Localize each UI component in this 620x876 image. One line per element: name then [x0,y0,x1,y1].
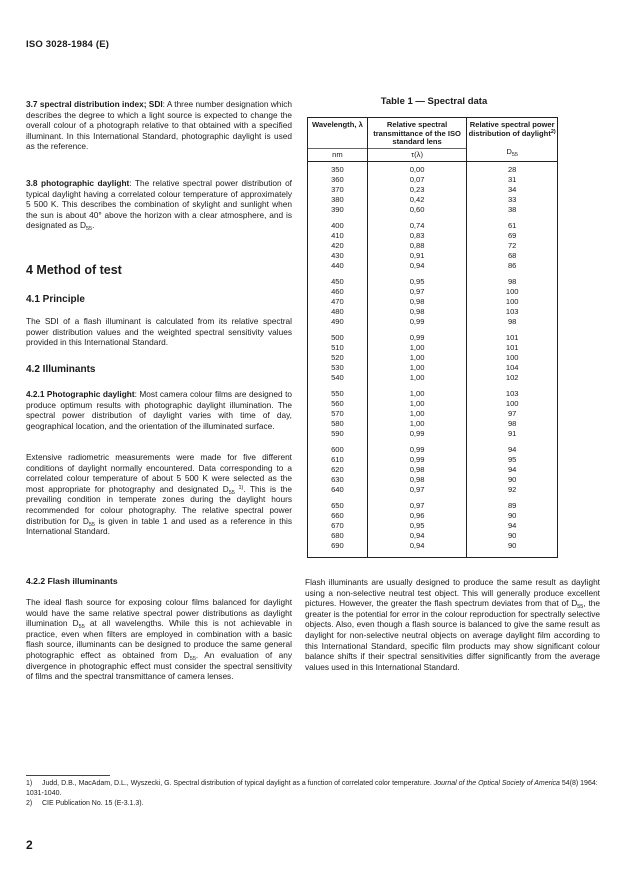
table-row [308,353,558,363]
table-row [308,455,558,465]
cell-wavelength: 540 [308,373,368,383]
cell-wavelength: 380 [308,195,368,205]
text: is given in table 1 and used as a reference in this International Standard. [26,515,292,537]
text: : A three number designation which describes the degree to which a light source is expected to change the overall colour of a photograph relative to that obtained with a specified illuminant. In this International Standard, photographic daylight is used as the reference. [26,99,292,152]
table-row [308,475,558,485]
cell-transmittance: 0,95 [367,271,467,287]
cell-transmittance: 1,00 [367,383,467,399]
cell-daylight: 92 [467,485,558,495]
cell-wavelength: 400 [308,215,368,231]
cell-transmittance: 0,96 [367,511,467,521]
cell-daylight: 68 [467,251,558,261]
footnote-ref: 1) [234,484,244,491]
cell-wavelength: 680 [308,531,368,541]
footnote [26,799,606,809]
table-row [308,205,558,215]
table-row [308,317,558,327]
table-row [308,307,558,317]
cell-transmittance: 0,00 [367,162,467,176]
cell-wavelength: 440 [308,261,368,271]
cell-transmittance: 1,00 [367,419,467,429]
cell-daylight: 100 [467,353,558,363]
text: 4.2.2 Flash illuminants [26,576,118,586]
flash-illuminants-paragraph [305,577,600,672]
heading-h41 [26,294,85,305]
cell-daylight: 101 [467,343,558,353]
cell-transmittance: 0,99 [367,317,467,327]
text: The ideal flash source for exposing colour films balanced for daylight would have the same relative spectral power distributions as daylight illumination D [26,597,292,629]
text: . This is the prevailing condition in temperate zones during the daylight hours recommended for colour photography. The relative spectral power distribution for D [26,483,293,526]
cell-daylight: 34 [467,185,558,195]
table-row [308,241,558,251]
document-header: ISO 3028-1984 (E) [26,39,110,50]
cell-transmittance: 0,99 [367,429,467,439]
cell-wavelength: 640 [308,485,368,495]
col-header-daylight-label: Relative spectral power distribution of daylight [468,120,555,138]
cell-daylight: 38 [467,205,558,215]
cell-transmittance: 0,97 [367,485,467,495]
cell-transmittance: 0,99 [367,439,467,455]
term: 3.7 spectral distribution index; SDI [26,99,163,109]
text: : The relative spectral power distribution of typical daylight having a correlated colour temperature of approximately 5 500 K. This describes the combination of skylight and sunlight when the sun is about 40° above the horizon with a clear atmosphere, and is designated as D [26,178,292,231]
cell-wavelength: 460 [308,287,368,297]
text: Extensive radiometric measurements were made for five different conditions of daylight normally encountered. Data corresponding to a correlated colour temperature of about 5 500 K were selected as the most appropriate for photography and designated D [26,452,292,494]
table-row [308,343,558,353]
cell-wavelength: 370 [308,185,368,195]
cell-transmittance: 0,88 [367,241,467,251]
cell-daylight: 91 [467,429,558,439]
table-row [308,521,558,531]
table-row [308,419,558,429]
footnote-number: 2) [26,800,33,807]
table-row [308,185,558,195]
cell-transmittance: 0,74 [367,215,467,231]
term: 4.2.1 Photographic daylight [26,389,135,399]
spectral-data-table [307,117,558,558]
table-row [308,195,558,205]
cell-daylight: 104 [467,363,558,373]
cell-daylight: 89 [467,495,558,511]
unit-nm: nm [308,148,368,162]
footnote [26,779,606,799]
cell-transmittance: 0,99 [367,455,467,465]
table-row [308,495,558,511]
cell-daylight: 94 [467,465,558,475]
paragraph-s38 [26,178,292,231]
cell-transmittance: 0,99 [367,327,467,343]
table-row [308,327,558,343]
cell-transmittance: 0,23 [367,185,467,195]
table-row [308,541,558,558]
cell-daylight: 33 [467,195,558,205]
cell-daylight: 98 [467,271,558,287]
footnote-divider [26,775,110,776]
cell-transmittance: 0,98 [367,297,467,307]
cell-transmittance: 0,94 [367,541,467,558]
cell-daylight: 90 [467,541,558,558]
heading-h422 [26,576,118,586]
cell-wavelength: 520 [308,353,368,363]
page-number: 2 [26,838,33,852]
text: . [92,220,95,231]
text: 4.2 Illuminants [26,364,96,375]
paragraph-p422 [26,597,292,682]
footnote-number: 1) [26,780,33,787]
table-row [308,373,558,383]
cell-daylight: 100 [467,287,558,297]
cell-daylight: 61 [467,215,558,231]
cell-transmittance: 0,91 [367,251,467,261]
cell-wavelength: 570 [308,409,368,419]
table-row [308,399,558,409]
cell-wavelength: 450 [308,271,368,287]
cell-daylight: 103 [467,307,558,317]
cell-wavelength: 650 [308,495,368,511]
cell-daylight: 98 [467,419,558,429]
cell-wavelength: 480 [308,307,368,317]
table-row [308,363,558,373]
cell-transmittance: 1,00 [367,409,467,419]
subscript: 55 [577,604,584,611]
heading-h42 [26,364,95,375]
cell-daylight: 102 [467,373,558,383]
cell-wavelength: 690 [308,541,368,558]
cell-wavelength: 500 [308,327,368,343]
text: Flash illuminants are usually designed to produce the same result as daylight using a non-selective neutral test object. This will generally produce excellent pictures. However, the greater the flash spectrum deviates from that of D [305,577,600,609]
text: 4.1 Principle [26,294,85,305]
table-row [308,271,558,287]
cell-transmittance: 1,00 [367,399,467,409]
cell-wavelength: 390 [308,205,368,215]
cell-transmittance: 1,00 [367,343,467,353]
cell-daylight: 103 [467,383,558,399]
cell-wavelength: 490 [308,317,368,327]
subscript: 55 [78,624,85,631]
text: at all wavelengths. While this is not achievable in practice, even when filters are employed in combination with a basic flash source, illuminants can be designed to produce the same general photographic effect as obtained from D [26,618,292,660]
unit-tau: τ(λ) [367,148,467,162]
heading-h4 [26,263,122,277]
subscript: 55 [189,655,196,662]
unit-sub: 55 [511,152,518,159]
paragraph-p41 [26,316,292,348]
unit-d55 [467,148,558,162]
journal-title: Journal of the Optical Society of America [433,780,560,787]
text: . An evaluation of any divergence in photographic effect must consider the spectral sensitivity of films and the spectral transmittance of camera lenses. [26,649,293,682]
cell-daylight: 90 [467,531,558,541]
cell-transmittance: 0,97 [367,287,467,297]
cell-transmittance: 0,94 [367,261,467,271]
text: 4 Method of test [26,263,122,277]
table-row [308,531,558,541]
cell-daylight: 69 [467,231,558,241]
cell-wavelength: 470 [308,297,368,307]
cell-transmittance: 0,42 [367,195,467,205]
cell-daylight: 31 [467,175,558,185]
cell-transmittance: 0,95 [367,521,467,531]
cell-transmittance: 0,94 [367,531,467,541]
cell-transmittance: 0,60 [367,205,467,215]
cell-daylight: 97 [467,409,558,419]
cell-wavelength: 510 [308,343,368,353]
text: 54(8) 1964: 1031-1040. [26,780,598,797]
term: 3.8 photographic daylight [26,178,130,188]
cell-transmittance: 0,98 [367,475,467,485]
cell-daylight: 94 [467,521,558,531]
cell-wavelength: 360 [308,175,368,185]
cell-transmittance: 1,00 [367,363,467,373]
cell-wavelength: 530 [308,363,368,373]
table-row [308,409,558,419]
subscript: 55 [88,521,95,528]
table-row [308,175,558,185]
text: The SDI of a flash illuminant is calculated from its relative spectral power distribution values and the weighted spectral sensitivity values provided in this International Standard. [26,316,292,348]
cell-transmittance: 0,98 [367,307,467,317]
cell-wavelength: 600 [308,439,368,455]
col-header-daylight [467,118,558,149]
cell-daylight: 94 [467,439,558,455]
cell-wavelength: 620 [308,465,368,475]
cell-daylight: 100 [467,399,558,409]
cell-wavelength: 630 [308,475,368,485]
cell-transmittance: 1,00 [367,373,467,383]
cell-wavelength: 410 [308,231,368,241]
table-row [308,429,558,439]
paragraph-p421b [26,452,292,537]
cell-daylight: 90 [467,475,558,485]
cell-daylight: 90 [467,511,558,521]
cell-daylight: 100 [467,297,558,307]
cell-transmittance: 0,07 [367,175,467,185]
table-row [308,383,558,399]
table-row [308,215,558,231]
text: , the greater is the potential for error in the colour reproduction for spectrally selective objects. Also, even though a flash source is balanced to give the same result as daylight for non-selective neutral objects on average daylight film according to this International Standard, specific film products may show significant colour balance shifts if their spectral sensitivities differ significantly from the average values used in this International Standard. [305,598,600,672]
paragraph-p421 [26,389,292,431]
footnote-ref: 2) [550,128,556,135]
table-row [308,231,558,241]
table-row [308,485,558,495]
table-row [308,465,558,475]
table-row [308,251,558,261]
subscript: 55 [85,226,93,233]
cell-wavelength: 610 [308,455,368,465]
text: CIE Publication No. 15 (E-3.1.3). [42,800,144,807]
cell-wavelength: 660 [308,511,368,521]
cell-daylight: 95 [467,455,558,465]
table-row [308,162,558,176]
cell-wavelength: 560 [308,399,368,409]
table-body [308,162,558,558]
cell-wavelength: 420 [308,241,368,251]
cell-wavelength: 580 [308,419,368,429]
cell-wavelength: 350 [308,162,368,176]
subscript: 55 [228,489,235,496]
cell-transmittance: 1,00 [367,353,467,363]
col-header-transmittance: Relative spectral transmittance of the ISO standard lens [367,118,467,149]
text: Judd, D.B., MacAdam, D.L., Wyszecki, G. Spectral distribution of typical daylight as a function of correlated color temperature. [42,780,434,787]
cell-transmittance: 0,83 [367,231,467,241]
text: : Most camera colour films are designed to produce optimum results with photographic daylight illumination. The spectral power distribution of daylight varies with time of day, geographical location, and the orientation of the illuminated surface. [26,389,292,431]
cell-wavelength: 430 [308,251,368,261]
cell-wavelength: 670 [308,521,368,531]
unit-d: D [506,147,512,157]
cell-daylight: 86 [467,261,558,271]
cell-daylight: 98 [467,317,558,327]
table-row [308,297,558,307]
table-title: Table 1 — Spectral data [380,96,488,107]
col-header-wavelength: Wavelength, λ [308,118,368,149]
cell-daylight: 28 [467,162,558,176]
table-row [308,287,558,297]
cell-wavelength: 550 [308,383,368,399]
paragraph-s37 [26,99,292,152]
cell-daylight: 101 [467,327,558,343]
table-row [308,511,558,521]
cell-daylight: 72 [467,241,558,251]
cell-transmittance: 0,97 [367,495,467,511]
cell-transmittance: 0,98 [367,465,467,475]
table-row [308,261,558,271]
cell-wavelength: 590 [308,429,368,439]
table-row [308,439,558,455]
